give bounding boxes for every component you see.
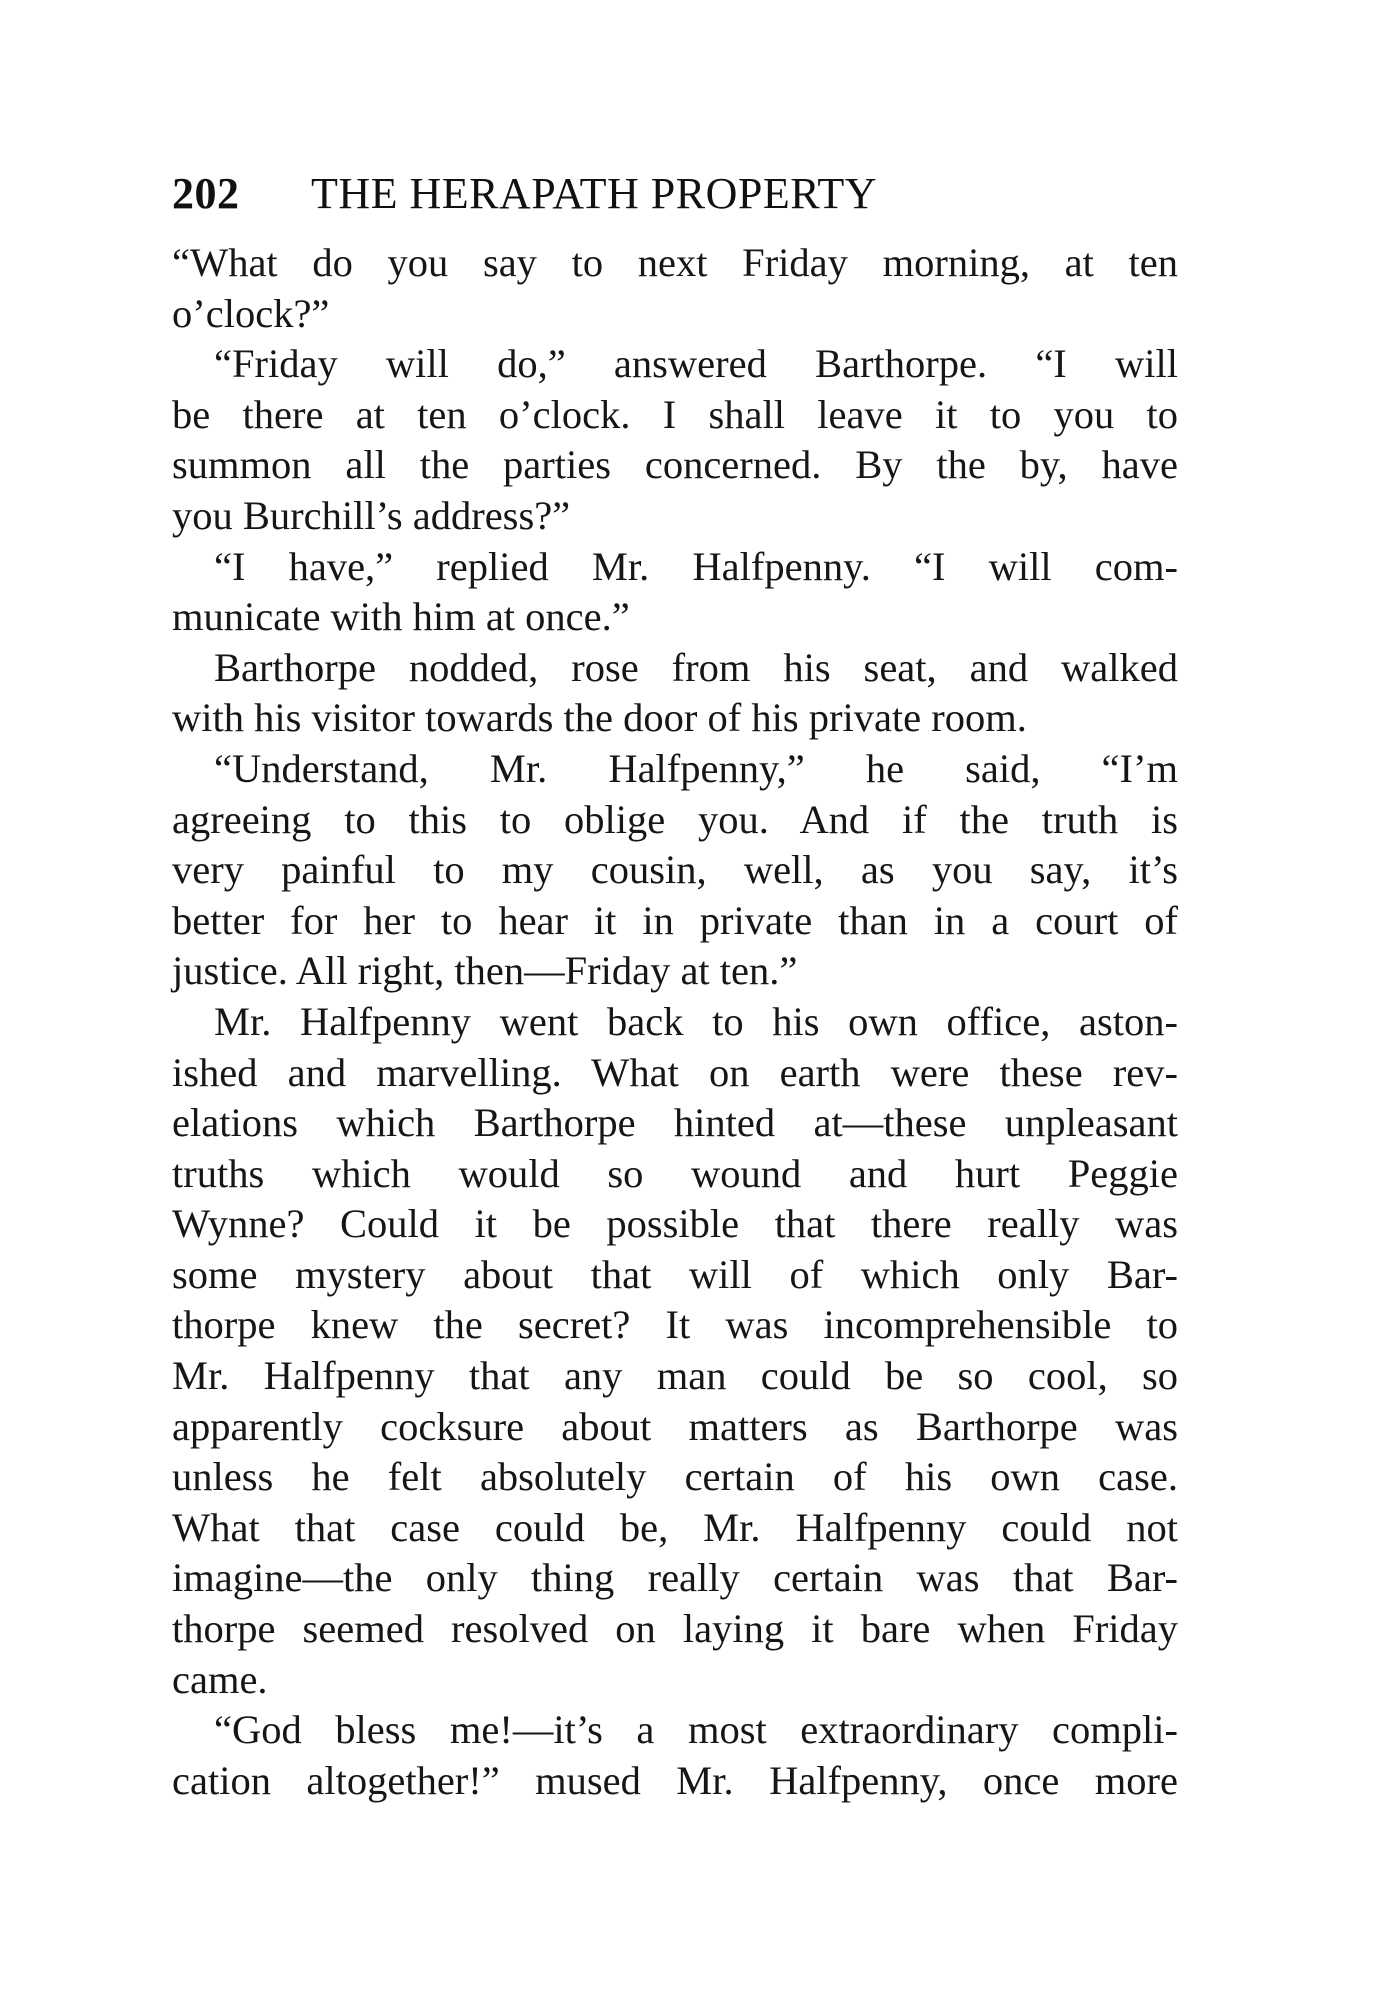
text-line: thorpe knew the secret? It was incomprehensible to — [172, 1302, 1178, 1348]
text-line: “Understand, Mr. Halfpenny,” he said, “I’m — [214, 745, 1178, 791]
text-line: thorpe seemed resolved on laying it bare when Friday — [172, 1606, 1178, 1652]
running-header — [172, 168, 1172, 228]
running-title: THE HERAPATH PROPERTY — [311, 169, 878, 218]
text-line: some mystery about that will of which only Bar- — [172, 1251, 1178, 1297]
text-line: Mr. Halfpenny that any man could be so cool, so — [172, 1353, 1178, 1399]
text-line: elations which Barthorpe hinted at—these unpleasant — [172, 1100, 1178, 1146]
text-line: truths which would so wound and hurt Peggie — [172, 1150, 1178, 1196]
text-line: imagine—the only thing really certain was that Bar- — [172, 1555, 1178, 1601]
text-line: with his visitor towards the door of his private room. — [172, 695, 1027, 741]
text-line: very painful to my cousin, well, as you say, it’s — [172, 847, 1178, 893]
text-line: “Friday will do,” answered Barthorpe. “I will — [214, 341, 1178, 387]
text-line: unless he felt absolutely certain of his own case. — [172, 1454, 1178, 1500]
text-line: “God bless me!—it’s a most extraordinary compli- — [214, 1707, 1178, 1753]
text-line: you Burchill’s address?” — [172, 492, 571, 538]
text-line: justice. All right, then—Friday at ten.” — [172, 948, 798, 994]
text-line: o’clock?” — [172, 290, 330, 336]
text-line: better for her to hear it in private than in a court of — [172, 897, 1178, 943]
text-line: agreeing to this to oblige you. And if the truth is — [172, 796, 1178, 842]
text-line: ished and marvelling. What on earth were these rev- — [172, 1049, 1178, 1095]
text-line: Barthorpe nodded, rose from his seat, and walked — [214, 644, 1178, 690]
text-line: Wynne? Could it be possible that there really was — [172, 1201, 1178, 1247]
text-line: came. — [172, 1656, 268, 1702]
text-line: “What do you say to next Friday morning, at ten — [172, 240, 1178, 285]
text-line: cation altogether!” mused Mr. Halfpenny, once more — [172, 1757, 1178, 1803]
page-number: 202 — [172, 169, 240, 218]
text-line: “I have,” replied Mr. Halfpenny. “I will com- — [214, 543, 1178, 589]
text-line: What that case could be, Mr. Halfpenny could not — [172, 1504, 1178, 1550]
text-line: be there at ten o’clock. I shall leave it to you to — [172, 391, 1178, 437]
body-text — [172, 238, 1178, 1806]
text-line: Mr. Halfpenny went back to his own office, aston- — [214, 998, 1178, 1044]
text-line: apparently cocksure about matters as Barthorpe was — [172, 1403, 1178, 1449]
text-line: summon all the parties concerned. By the by, have — [172, 442, 1178, 488]
text-line: municate with him at once.” — [172, 594, 630, 640]
